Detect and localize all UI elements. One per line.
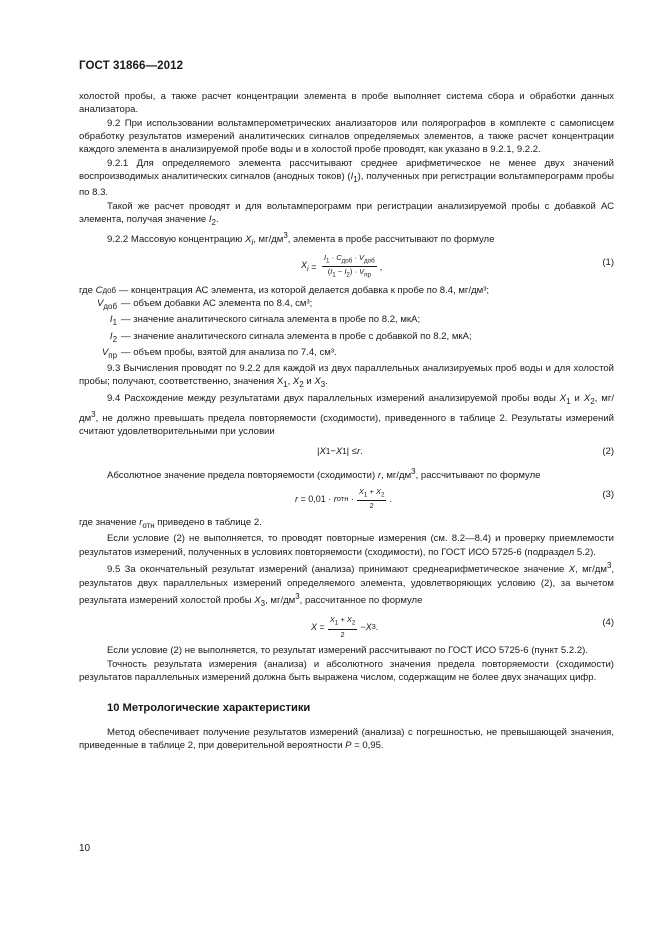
paragraph: Если условие (2) не выполняется, то проводят повторные измерения (см. 8.2—8.4) и проверку приемлемости результатов измерений, полученных в условиях повторяемости (сходимости), по ГОСТ ИСО 5725-6 (подраздел 5.2). [79,533,614,558]
formula-2-expression: | X 1 − X 1 | ≤ r . [317,445,363,457]
paragraph: Метод обеспечивает получение результатов измерений (анализа) с погрешностью, не превышающей значения, приведенные в таблице 2, при доверительной вероятности P = 0,95. [79,726,614,752]
paragraph: Абсолютное значение предела повторяемости (сходимости) r, $мг/дм^3$, рассчитывают по формуле [107,466,541,481]
paragraph: 9.4 Расхождение между результатами двух параллельных измерений анализируемой пробы воды $X_1$ и $X_2$, $мг/дм^3$, не должно превышать предела повторяемости (сходимости), приведенного в таблице 2. Результаты измерений считают удовлетворительными при условии [79,392,614,438]
defs-prefix: где [79,284,93,296]
standard-header: ГОСТ 31866—2012 [79,60,184,72]
paragraph: 9.2 При использовании вольтамперометрических анализаторов или полярографов в комплекте с самописцем обработку результатов измерений аналитических сигналов определяемых элементов, а также расчет концентрации каждого элемента в анализируемой пробе воды и в холостой пробе проводят, как указано в 9.2.1, 9.2.2. [79,117,614,156]
paragraph: Такой же расчет проводят и для вольтамперограмм при регистрации анализируемой пробы с добавкой АС элемента, получая значение $I_2$. [79,200,614,227]
paragraph: 9.5 За окончательный результат измерений (анализа) принимают среднеарифметическое значение X, $мг/дм^3$, результатов двух параллельных измерений определяемого элемента, удовлетворяющих условию (2), за вычетом результата измерений холостой пробы $X_3$, $мг/дм^3$, рассчитанное по формуле [79,561,615,609]
formula-2-number: (2) [602,445,614,457]
formula-3-number: (3) [602,489,614,501]
formula-1-number: (1) [602,256,614,268]
formula-3 [79,482,614,516]
definition-item: $I_1$ — значение аналитического сигнала элемента в пробе по 8.2, мкА; [109,314,421,328]
paragraph: Точность результата измерения (анализа) и абсолютного значения предела повторяемости (сходимости) результатов параллельных измерений должна быть выражена числом, содержащим не более двух значащих цифр. [79,658,614,684]
formula-1 [79,250,614,284]
formula-2 [79,439,614,465]
page-number: 10 [79,843,91,854]
definition-item: где C доб — концентрация АС элемента, из которой делается добавка к пробе по 8.4, мг/дм³; [79,284,490,296]
paragraph: Если условие (2) не выполняется, то результат измерений рассчитывают по ГОСТ ИСО 5725-6 (пункт 5.2.2). [107,645,588,657]
definition-item: $I_2$ — значение аналитического сигнала элемента в пробе с добавкой по 8.2, мкА; [109,330,472,344]
definitions-list [79,284,614,362]
definition-item: $V_{пр}$ — объем пробы, взятой для анализа по 7.4, см³. [101,346,337,360]
section-title: 10 Метрологические характеристики [107,702,311,715]
definition-item: $V_{доб}$ — объем добавки АС элемента по 8.4, см³; [97,298,313,311]
paragraph: 9.3 Вычисления проводят по 9.2.2 для каждой из двух параллельных анализируемых проб воды и для холостой пробы; получают, соответственно, значения $X_1$, $X_2$ и $X_3$. [79,363,614,390]
document-body [79,90,614,753]
paragraph: 9.2.1 Для определяемого элемента рассчитывают среднее арифметическое не менее двух значений воспроизводимых аналитических сигналов (анодных токов) $(I_1)$, полученных при регистрации вольтамперограмм пробы по 8.3. [79,157,615,199]
paragraph: холостой пробы, а также расчет концентрации элемента в пробе выполняет система сбора и обработки данных анализатора. [79,91,614,116]
formula-4-number: (4) [602,617,614,629]
formula-4 [79,610,614,644]
formula-1-expression: $X_i$ = $\frac{I_1 \cdot C_{доб} \cdot V_{доб}}{(I_1 - I_2) \cdot V_{пр}}$ , [301,252,383,279]
paragraph: где значение $r_{отн}$ приведено в таблице 2. [79,517,262,531]
paragraph: 9.2.2 Массовую концентрацию $X_i$, $мг/дм^3$, элемента в пробе рассчитывают по формуле [107,231,495,248]
formula-4-expression: X = $\frac{X_1 + X_2}{2}$ − X 3 . [311,615,379,639]
formula-3-expression: r = 0,01 · r отн · $\frac{X_1 + X_2}{2}$ . [295,486,392,511]
